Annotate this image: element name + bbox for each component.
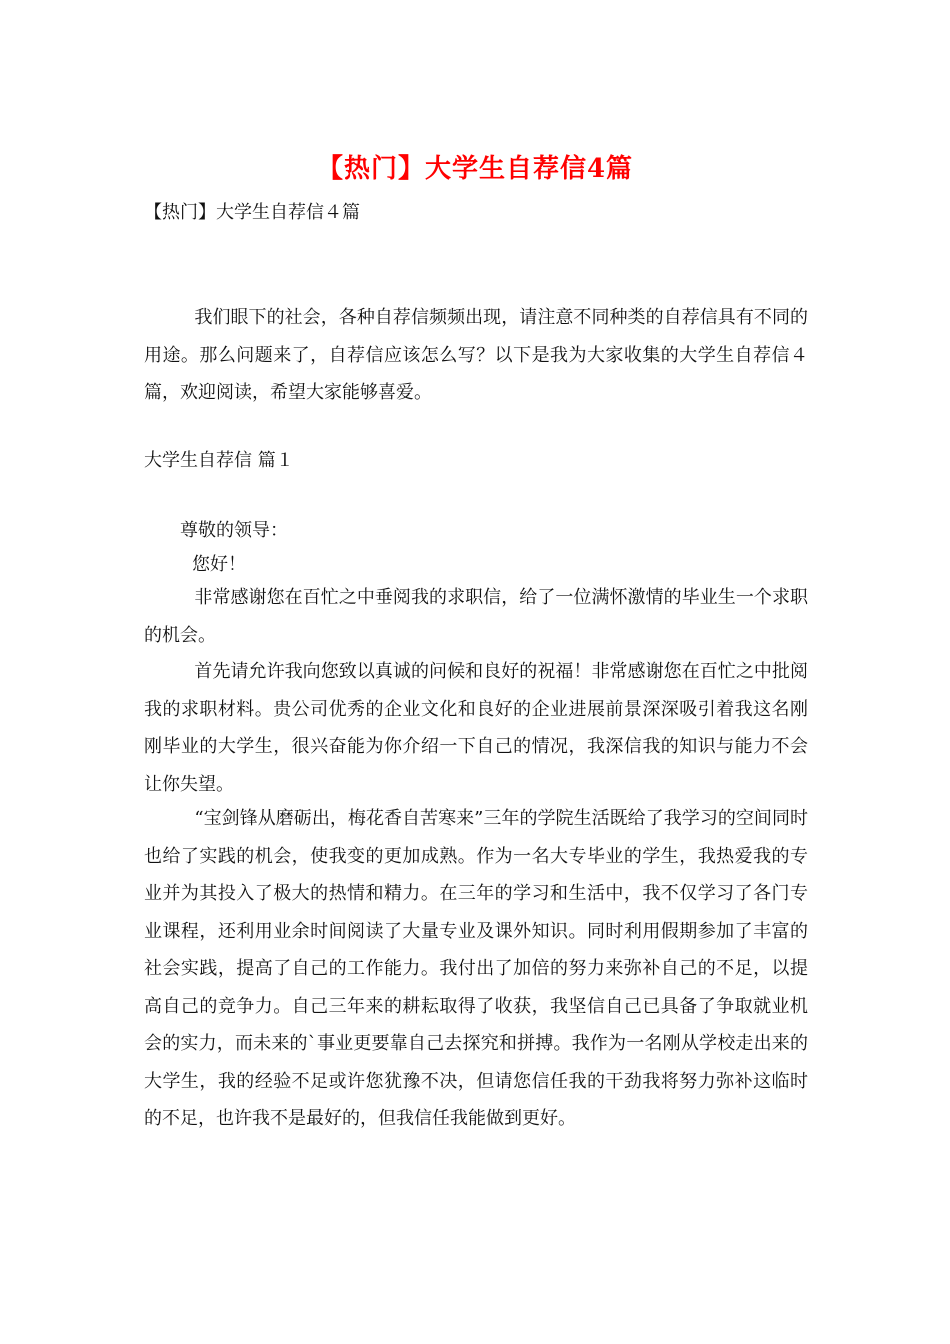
greeting: 您好！ <box>192 554 246 575</box>
salutation: 尊敬的领导： <box>180 520 288 541</box>
body-paragraph-2: 首先请允许我向您致以真诚的问候和良好的祝福！非常感谢您在百忙之中批阅我的求职材料。贵公司优秀的企业文化和良好的企业进展前景深深吸引着我这名刚刚毕业的大学生，很兴奋能为你介绍一下自己的情况，我深信我的知识与能力不会让你失望。 <box>144 661 808 795</box>
body-paragraph-1: 非常感谢您在百忙之中垂阅我的求职信，给了一位满怀激情的毕业生一个求职的机会。 <box>144 587 808 646</box>
intro-paragraph: 我们眼下的社会，各种自荐信频频出现，请注意不同种类的自荐信具有不同的用途。那么问题来了，自荐信应该怎么写？以下是我为大家收集的大学生自荐信４篇，欢迎阅读，希望大家能够喜爱。 <box>144 307 808 403</box>
section-heading: 大学生自荐信 篇１ <box>144 450 294 471</box>
body-paragraph-3: “宝剑锋从磨砺出，梅花香自苦寒来”三年的学院生活既给了我学习的空间同时也给了实践的机会，使我变的更加成熟。作为一名大专毕业的学生，我热爱我的专业并为其投入了极大的热情和精力。在三年的学习和生活中，我不仅学习了各门专业课程，还利用业余时间阅读了大量专业及课外知识。同时利用假期参加了丰富的社会实践，提高了自己的工作能力。我付出了加倍的努力来弥补自己的不足，以提高自己的竞争力。自己三年来的耕耘取得了收获，我坚信自己已具备了争取就业机会的实力，而未来的`事业更要靠自己去探究和拼搏。我作为一名刚从学校走出来的大学生，我的经验不足或许您犹豫不决，但请您信任我的干劲我将努力弥补这临时的不足，也许我不是最好的，但我信任我能做到更好。 <box>144 808 808 1129</box>
document-subtitle: 【热门】大学生自荐信４篇 <box>144 202 360 223</box>
document-title: 【热门】大学生自荐信4篇 <box>316 154 634 184</box>
